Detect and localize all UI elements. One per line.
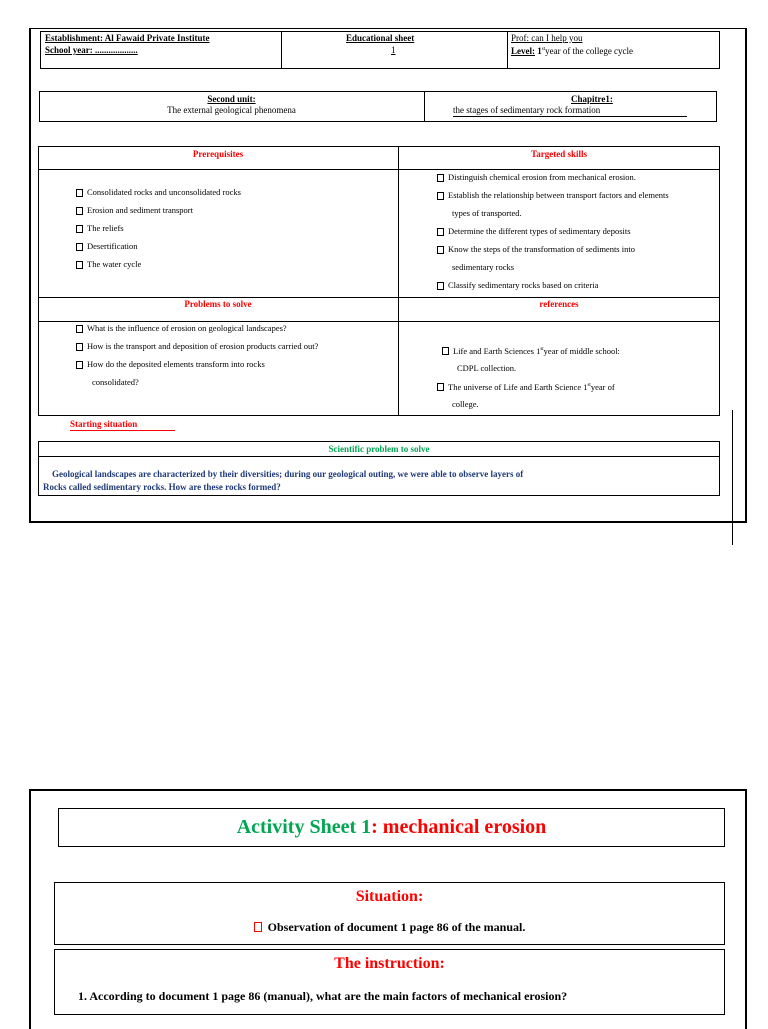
header-divider-2: [507, 31, 508, 69]
list-item: The water cycle: [76, 258, 241, 276]
instruction-title: The instruction:: [334, 955, 445, 972]
scientific-problem-line1: Geological landscapes are characterized by their diversities; during our geological outing, we were able to observe layers of: [52, 469, 524, 479]
checkbox-icon: [76, 343, 83, 351]
list-item: Establish the relationship between transport factors and elements: [437, 189, 669, 207]
scientific-problem-line2: Rocks called sedimentary rocks. How are these rocks formed?: [43, 482, 281, 492]
header-divider-1: [281, 31, 282, 69]
prof: Prof: can I help you: [511, 33, 583, 43]
situation-text-row: [54, 919, 725, 935]
page1-edge-line: [732, 410, 733, 545]
references-list: [437, 344, 620, 416]
list-item-continued: sedimentary rocks: [452, 262, 515, 272]
problems-title: Problems to solve: [184, 299, 252, 309]
list-item-continued: CDPL collection.: [457, 363, 517, 373]
prerequisites-title: Prerequisites: [192, 149, 244, 159]
square-bullet-icon: [254, 922, 262, 932]
activity-title-red: : mechanical erosion: [371, 816, 547, 838]
checkbox-icon: [76, 243, 83, 251]
sheet-title: Educational sheet: [346, 33, 415, 43]
list-item: How do the deposited elements transform into rocks: [76, 358, 318, 376]
situation-text: Observation of document 1 page 86 of the manual.: [267, 920, 526, 934]
checkbox-icon: [76, 189, 83, 197]
unit-label: Second unit:: [207, 94, 256, 104]
list-item: The universe of Life and Earth Science 1styear of: [437, 380, 620, 398]
situation-title: Situation:: [355, 888, 424, 905]
checkbox-icon: [76, 361, 83, 369]
prerequisites-list: [76, 186, 241, 276]
list-item: Erosion and sediment transport: [76, 204, 241, 222]
list-item: Know the steps of the transformation of sediments into: [437, 243, 669, 261]
checkbox-icon: [437, 174, 444, 182]
list-item: Distinguish chemical erosion from mechanical erosion.: [437, 171, 669, 189]
list-item: What is the influence of erosion on geological landscapes?: [76, 322, 318, 340]
chapter-label: Chapitre1:: [571, 94, 613, 104]
checkbox-icon: [76, 225, 83, 233]
checkbox-icon: [437, 383, 444, 391]
instruction-text: 1. According to document 1 page 86 (manual), what are the main factors of mechanical erosion?: [78, 989, 568, 1003]
level-num: 1: [537, 46, 542, 56]
list-item: Consolidated rocks and unconsolidated rocks: [76, 186, 241, 204]
list-item-continued: college.: [452, 399, 479, 409]
starting-situation: Starting situation: [70, 418, 175, 431]
grid-hline-1: [38, 169, 720, 170]
checkbox-icon: [76, 207, 83, 215]
list-item: The reliefs: [76, 222, 241, 240]
unit-name: The external geological phenomena: [167, 105, 296, 115]
list-item-continued: consolidated?: [92, 377, 139, 387]
school-year: School year: ...................: [45, 45, 138, 55]
unit-divider: [424, 91, 425, 122]
establishment: Establishment: Al Fawaid Private Institute: [45, 33, 210, 43]
activity-title-green: Activity Sheet 1: [236, 816, 372, 838]
sheet-number: 1: [391, 45, 396, 55]
level-label: Level:: [511, 46, 535, 56]
checkbox-icon: [437, 192, 444, 200]
list-item: How is the transport and deposition of erosion products carried out?: [76, 340, 318, 358]
skills-list: [437, 171, 669, 297]
list-item-continued: types of transported.: [452, 208, 522, 218]
checkbox-icon: [437, 228, 444, 236]
activity-title: [58, 814, 725, 840]
checkbox-icon: [76, 325, 83, 333]
list-item: Life and Earth Sciences 1styear of middle school:: [437, 344, 620, 362]
list-item: Determine the different types of sedimentary deposits: [437, 225, 669, 243]
level-sup: st: [541, 47, 546, 52]
checkbox-icon: [442, 347, 449, 355]
skills-title: Targeted skills: [531, 149, 587, 159]
checkbox-icon: [76, 261, 83, 269]
checkbox-icon: [437, 282, 444, 290]
scientific-problem-divider: [38, 456, 720, 457]
list-item: Classify sedimentary rocks based on criteria: [437, 279, 669, 297]
checkbox-icon: [437, 246, 444, 254]
scientific-problem-title: Scientific problem to solve: [328, 444, 430, 454]
references-title: references: [539, 299, 579, 309]
chapter-name: the stages of sedimentary rock formation: [453, 104, 687, 117]
level: [511, 44, 633, 57]
list-item: Desertification: [76, 240, 241, 258]
problems-list: [76, 322, 318, 394]
level-rest: year of the college cycle: [545, 46, 634, 56]
grid-vline: [398, 146, 399, 416]
